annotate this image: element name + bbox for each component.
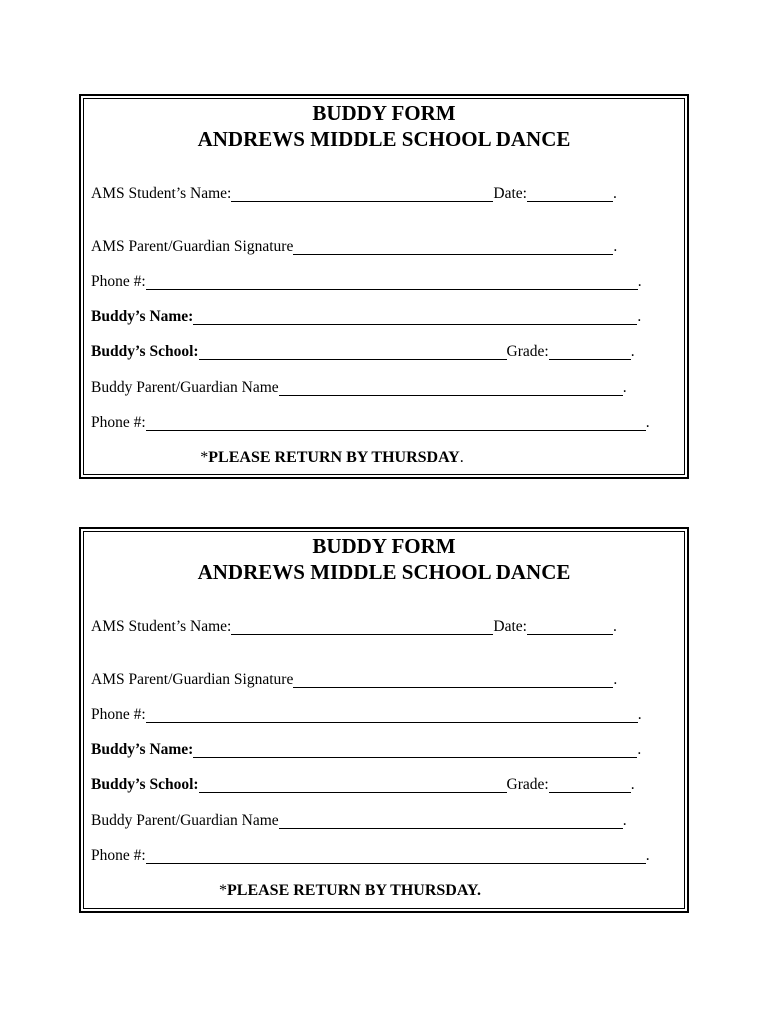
- phone2-label: Phone #:: [91, 847, 146, 864]
- buddy-school-label: Buddy’s School:: [91, 343, 199, 360]
- return-note: [0, 449, 687, 467]
- period: .: [637, 741, 642, 758]
- phone-row: [91, 273, 642, 291]
- grade-label: Grade:: [506, 776, 549, 793]
- period: .: [613, 671, 618, 688]
- period: .: [612, 185, 617, 202]
- date-field[interactable]: [527, 620, 613, 635]
- buddy-name-field[interactable]: [193, 743, 637, 758]
- student-name-field[interactable]: [231, 187, 493, 202]
- note-text: PLEASE RETURN BY THURSDAY.: [227, 882, 481, 899]
- buddy-name-label: Buddy’s Name:: [91, 741, 194, 758]
- parent-signature-field[interactable]: [293, 673, 613, 688]
- parent-signature-label: AMS Parent/Guardian Signature: [91, 671, 294, 688]
- period: .: [637, 706, 642, 723]
- period: .: [622, 812, 627, 829]
- parent-signature-row: [91, 671, 617, 689]
- student-name-label: AMS Student’s Name:: [91, 185, 232, 202]
- buddy-parent-row: [91, 379, 627, 397]
- buddy-school-label: Buddy’s School:: [91, 776, 199, 793]
- parent-signature-label: AMS Parent/Guardian Signature: [91, 238, 294, 255]
- period: .: [637, 273, 642, 290]
- student-name-field[interactable]: [231, 620, 493, 635]
- student-name-row: [91, 185, 617, 203]
- parent-signature-row: [91, 238, 617, 256]
- note-period: .: [459, 449, 464, 466]
- buddy-parent-field[interactable]: [279, 381, 623, 396]
- note-text: PLEASE RETURN BY THURSDAY: [208, 449, 460, 466]
- buddy-parent-label: Buddy Parent/Guardian Name: [91, 812, 279, 829]
- period: .: [645, 847, 650, 864]
- buddy-school-field[interactable]: [199, 345, 507, 360]
- phone2-row: [91, 414, 650, 432]
- note-star: *: [219, 882, 227, 899]
- form-subtitle: ANDREWS MIDDLE SCHOOL DANCE: [197, 560, 571, 584]
- period: .: [622, 379, 627, 396]
- date-label: Date:: [493, 618, 527, 635]
- grade-field[interactable]: [549, 778, 631, 793]
- period: .: [630, 776, 635, 793]
- phone-field[interactable]: [146, 275, 638, 290]
- buddy-name-row: [91, 308, 641, 326]
- phone2-label: Phone #:: [91, 414, 146, 431]
- buddy-school-field[interactable]: [199, 778, 507, 793]
- student-name-label: AMS Student’s Name:: [91, 618, 232, 635]
- buddy-form-2: [79, 527, 689, 913]
- buddy-name-label: Buddy’s Name:: [91, 308, 194, 325]
- phone-row: [91, 706, 642, 724]
- form-title: BUDDY FORM: [312, 101, 456, 125]
- phone-label: Phone #:: [91, 273, 146, 290]
- grade-label: Grade:: [506, 343, 549, 360]
- phone2-row: [91, 847, 650, 865]
- buddy-school-row: [91, 343, 635, 361]
- period: .: [613, 238, 618, 255]
- date-label: Date:: [493, 185, 527, 202]
- buddy-parent-label: Buddy Parent/Guardian Name: [91, 379, 279, 396]
- buddy-school-row: [91, 776, 635, 794]
- grade-field[interactable]: [549, 345, 631, 360]
- period: .: [612, 618, 617, 635]
- buddy-name-field[interactable]: [193, 310, 637, 325]
- return-note: [13, 882, 687, 900]
- buddy-name-row: [91, 741, 641, 759]
- period: .: [630, 343, 635, 360]
- student-name-row: [91, 618, 617, 636]
- form-title: BUDDY FORM: [312, 534, 456, 558]
- buddy-parent-row: [91, 812, 627, 830]
- form-subtitle: ANDREWS MIDDLE SCHOOL DANCE: [197, 127, 571, 151]
- buddy-form-1: [79, 94, 689, 479]
- period: .: [645, 414, 650, 431]
- date-field[interactable]: [527, 187, 613, 202]
- note-star: *: [200, 449, 209, 466]
- parent-signature-field[interactable]: [293, 240, 613, 255]
- buddy-parent-field[interactable]: [279, 814, 623, 829]
- phone2-field[interactable]: [146, 416, 646, 431]
- period: .: [637, 308, 642, 325]
- phone-label: Phone #:: [91, 706, 146, 723]
- phone2-field[interactable]: [146, 849, 646, 864]
- phone-field[interactable]: [146, 708, 638, 723]
